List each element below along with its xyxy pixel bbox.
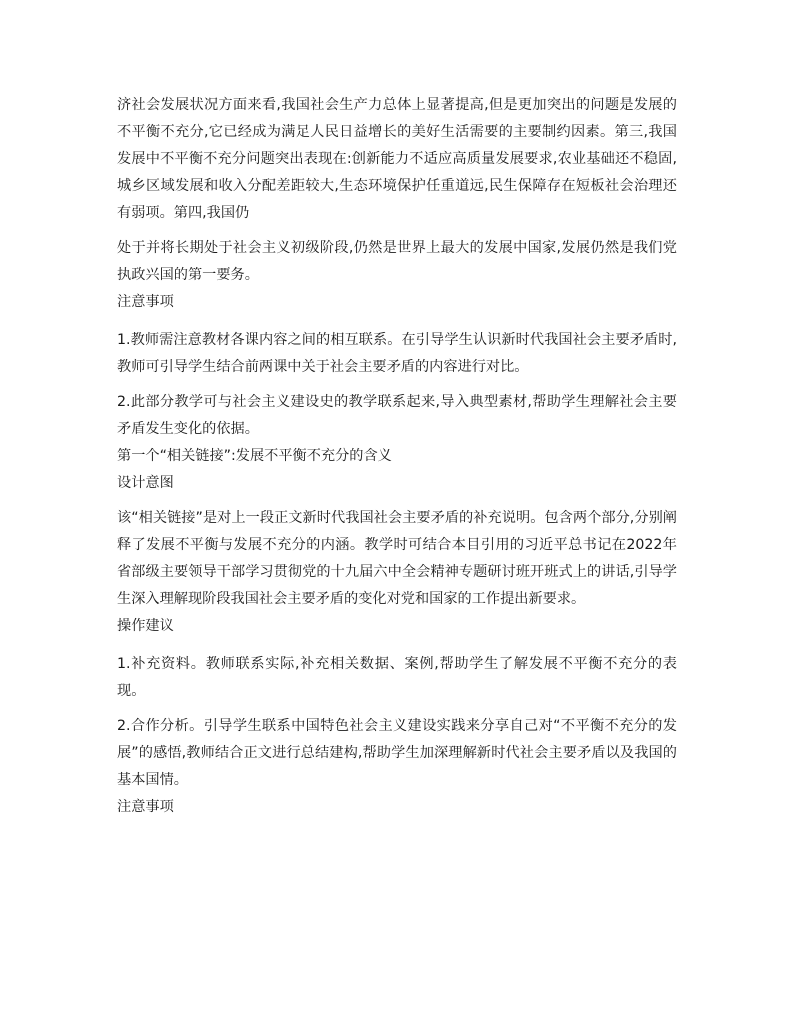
document-page [117,92,677,821]
body-paragraph: 济社会发展状况方面来看,我国社会生产力总体上显著提高,但是更加突出的问题是发展的不平衡不充分,它已经成为满足人民日益增长的美好生活需要的主要制约因素。第三,我国发展中不平衡不充分问题突出表现在:创新能力不适应高质量发展要求,农业基础还不稳固,城乡区域发展和收入分配差距较大,生态环境保护任重道远,民生保障存在短板社会治理还有弱项。第四,我国仍 [117,97,677,221]
section-heading: 注意事项 [117,294,174,310]
section-heading: 设计意图 [117,475,174,491]
section-heading: 操作建议 [117,618,174,634]
section-heading: 第一个“相关链接”:发展不平衡不充分的含义 [117,448,392,464]
body-paragraph: 处于并将长期处于社会主义初级阶段,仍然是世界上最大的发展中国家,发展仍然是我们党执政兴国的第一要务。 [117,240,677,283]
body-paragraph: 2.此部分教学可与社会主义建设史的教学联系起来,导入典型素材,帮助学生理解社会主要矛盾发生变化的依据。 [117,394,677,437]
section-heading: 注意事项 [117,799,174,815]
body-paragraph: 1.教师需注意教材各课内容之间的相互联系。在引导学生认识新时代我国社会主要矛盾时,教师可引导学生结合前两课中关于社会主要矛盾的内容进行对比。 [117,332,677,375]
body-paragraph: 该“相关链接”是对上一段正文新时代我国社会主要矛盾的补充说明。包含两个部分,分别阐释了发展不平衡与发展不充分的内涵。教学时可结合本目引用的习近平总书记在2022年省部级主要领导干部学习贯彻党的十九届六中全会精神专题研讨班开班式上的讲话,引导学生深入理解现阶段我国社会主要矛盾的变化对党和国家的工作提出新要求。 [117,510,677,607]
body-paragraph: 2.合作分析。引导学生联系中国特色社会主义建设实践来分享自己对“不平衡不充分的发展”的感悟,教师结合正文进行总结建构,帮助学生加深理解新时代社会主要矛盾以及我国的基本国情。 [117,718,677,788]
body-paragraph: 1.补充资料。教师联系实际,补充相关数据、案例,帮助学生了解发展不平衡不充分的表现。 [117,656,677,699]
